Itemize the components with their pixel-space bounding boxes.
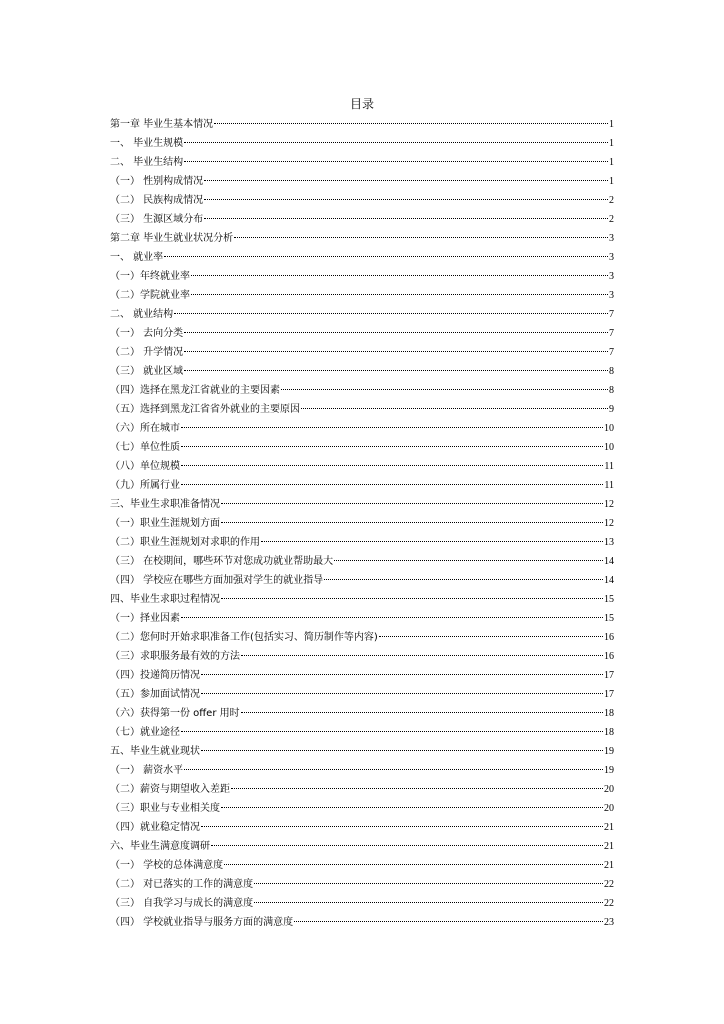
toc-entry[interactable] — [110, 495, 614, 514]
toc-entry[interactable] — [110, 191, 614, 210]
toc-entry-text: （二） 民族构成情况 — [110, 194, 204, 206]
toc-page-number: 11 — [604, 479, 614, 491]
toc-page-number: 3 — [609, 289, 614, 301]
toc-page-number: 1 — [609, 137, 614, 149]
toc-entry[interactable] — [110, 343, 614, 362]
toc-dot-leader — [221, 807, 603, 808]
toc-entry[interactable] — [110, 324, 614, 343]
toc-entry-text: （七）单位性质 — [110, 441, 180, 453]
toc-list — [110, 115, 614, 932]
toc-dot-leader — [181, 446, 603, 447]
toc-entry-text: （三） 生源区域分布 — [110, 213, 204, 225]
toc-entry-text: 一、 毕业生规模 — [110, 137, 184, 149]
toc-entry[interactable] — [110, 115, 614, 134]
toc-page-number: 10 — [604, 422, 614, 434]
toc-entry-text: （四） 学校就业指导与服务方面的满意度 — [110, 916, 294, 928]
toc-entry[interactable] — [110, 818, 614, 837]
toc-dot-leader — [174, 313, 608, 314]
toc-dot-leader — [334, 560, 603, 561]
toc-entry[interactable] — [110, 628, 614, 647]
toc-dot-leader — [191, 275, 608, 276]
toc-entry[interactable] — [110, 533, 614, 552]
toc-dot-leader — [181, 484, 603, 485]
toc-dot-leader — [181, 617, 603, 618]
toc-page-number: 7 — [609, 308, 614, 320]
toc-entry-text: （一） 性别构成情况 — [110, 175, 204, 187]
toc-dot-leader — [201, 674, 603, 675]
toc-entry[interactable] — [110, 476, 614, 495]
toc-dot-leader — [254, 902, 603, 903]
toc-page-number: 9 — [609, 403, 614, 415]
toc-dot-leader — [379, 636, 603, 637]
toc-entry-text: （三）求职服务最有效的方法 — [110, 650, 240, 662]
toc-entry[interactable] — [110, 153, 614, 172]
toc-page-number: 1 — [609, 118, 614, 130]
toc-dot-leader — [221, 503, 603, 504]
toc-dot-leader — [221, 598, 603, 599]
toc-entry-text: （一）年终就业率 — [110, 270, 190, 282]
toc-entry-text: （六）获得第一份 offer 用时 — [110, 707, 240, 719]
toc-entry-text: 五、毕业生就业现状 — [110, 745, 200, 757]
toc-page-number: 3 — [609, 270, 614, 282]
toc-dot-leader — [214, 123, 608, 124]
toc-page-number: 7 — [609, 327, 614, 339]
toc-dot-leader — [301, 408, 608, 409]
toc-page-number: 10 — [604, 441, 614, 453]
toc-dot-leader — [191, 294, 608, 295]
toc-dot-leader — [201, 826, 603, 827]
toc-entry[interactable] — [110, 457, 614, 476]
toc-dot-leader — [204, 180, 608, 181]
toc-dot-leader — [184, 161, 608, 162]
toc-entry-text: （一） 薪资水平 — [110, 764, 184, 776]
toc-dot-leader — [261, 541, 603, 542]
toc-entry[interactable] — [110, 438, 614, 457]
toc-entry[interactable] — [110, 799, 614, 818]
toc-entry[interactable] — [110, 685, 614, 704]
toc-entry-text: （五）参加面试情况 — [110, 688, 200, 700]
toc-entry-text: （四）就业稳定情况 — [110, 821, 200, 833]
toc-entry-text: （五）选择到黑龙江省省外就业的主要原因 — [110, 403, 300, 415]
toc-dot-leader — [324, 579, 603, 580]
toc-page-number: 13 — [604, 536, 614, 548]
toc-dot-leader — [184, 351, 608, 352]
toc-page-number: 17 — [604, 669, 614, 681]
toc-dot-leader — [281, 389, 608, 390]
toc-dot-leader — [181, 465, 603, 466]
toc-page-number: 19 — [604, 745, 614, 757]
toc-entry[interactable] — [110, 400, 614, 419]
toc-entry[interactable] — [110, 761, 614, 780]
toc-entry-text: （八）单位规模 — [110, 460, 180, 472]
toc-page-number: 12 — [604, 517, 614, 529]
toc-dot-leader — [184, 370, 608, 371]
toc-entry[interactable] — [110, 552, 614, 571]
toc-page-number: 21 — [604, 821, 614, 833]
toc-entry-text: （七）就业途径 — [110, 726, 180, 738]
toc-page-number: 17 — [604, 688, 614, 700]
toc-entry[interactable] — [110, 894, 614, 913]
toc-page-number: 22 — [604, 878, 614, 890]
toc-entry[interactable] — [110, 362, 614, 381]
toc-entry-text: （一）职业生涯规划方面 — [110, 517, 220, 529]
toc-entry-text: （三） 就业区域 — [110, 365, 184, 377]
toc-entry-text: （四）投递简历情况 — [110, 669, 200, 681]
toc-entry[interactable] — [110, 590, 614, 609]
toc-dot-leader — [201, 693, 603, 694]
toc-dot-leader — [184, 332, 608, 333]
toc-dot-leader — [204, 218, 608, 219]
toc-entry[interactable] — [110, 305, 614, 324]
toc-dot-leader — [184, 142, 608, 143]
toc-dot-leader — [184, 769, 603, 770]
toc-page-number: 19 — [604, 764, 614, 776]
toc-entry-text: （二）薪资与期望收入差距 — [110, 783, 230, 795]
toc-entry-text: （六）所在城市 — [110, 422, 180, 434]
toc-entry-text: （四）选择在黑龙江省就业的主要因素 — [110, 384, 280, 396]
toc-page-number: 20 — [604, 783, 614, 795]
toc-page-number: 14 — [604, 574, 614, 586]
toc-entry[interactable] — [110, 134, 614, 153]
toc-entry[interactable] — [110, 210, 614, 229]
toc-entry-text: （三） 在校期间，哪些环节对您成功就业帮助最大 — [110, 555, 334, 567]
toc-entry[interactable] — [110, 647, 614, 666]
toc-page-number: 15 — [604, 612, 614, 624]
toc-entry[interactable] — [110, 704, 614, 723]
toc-page-number: 1 — [609, 156, 614, 168]
toc-dot-leader — [164, 256, 608, 257]
toc-entry[interactable] — [110, 856, 614, 875]
toc-page-number: 3 — [609, 232, 614, 244]
toc-page-number: 12 — [604, 498, 614, 510]
toc-page-number: 18 — [604, 726, 614, 738]
toc-entry-text: 四、毕业生求职过程情况 — [110, 593, 220, 605]
toc-entry[interactable] — [110, 742, 614, 761]
toc-entry[interactable] — [110, 248, 614, 267]
toc-page-number: 2 — [609, 213, 614, 225]
toc-entry[interactable] — [110, 571, 614, 590]
toc-page-number: 14 — [604, 555, 614, 567]
toc-entry-text: （三）职业与专业相关度 — [110, 802, 220, 814]
toc-dot-leader — [231, 788, 603, 789]
toc-entry[interactable] — [110, 286, 614, 305]
toc-page-number: 21 — [604, 859, 614, 871]
toc-entry-text: 第二章 毕业生就业状况分析 — [110, 232, 234, 244]
toc-entry[interactable] — [110, 609, 614, 628]
toc-dot-leader — [224, 864, 603, 865]
toc-dot-leader — [254, 883, 603, 884]
toc-entry[interactable] — [110, 913, 614, 932]
toc-entry-text: 一、 就业率 — [110, 251, 164, 263]
toc-dot-leader — [221, 522, 603, 523]
toc-page-number: 22 — [604, 897, 614, 909]
toc-entry[interactable] — [110, 875, 614, 894]
toc-page-number: 2 — [609, 194, 614, 206]
toc-entry-text: （四） 学校应在哪些方面加强对学生的就业指导 — [110, 574, 324, 586]
toc-title: 目录 — [349, 97, 374, 111]
toc-dot-leader — [211, 845, 603, 846]
toc-page-number: 1 — [609, 175, 614, 187]
toc-page-number: 21 — [604, 840, 614, 852]
toc-entry[interactable] — [110, 419, 614, 438]
toc-entry-text: （一）择业因素 — [110, 612, 180, 624]
toc-entry-text: （九）所属行业 — [110, 479, 180, 491]
toc-entry[interactable] — [110, 267, 614, 286]
toc-dot-leader — [201, 750, 603, 751]
toc-dot-leader — [181, 731, 603, 732]
toc-entry-text: （二） 对已落实的工作的满意度 — [110, 878, 254, 890]
toc-page-number: 20 — [604, 802, 614, 814]
toc-entry[interactable] — [110, 172, 614, 191]
toc-entry[interactable] — [110, 780, 614, 799]
toc-page-number: 15 — [604, 593, 614, 605]
toc-entry[interactable] — [110, 229, 614, 248]
toc-entry-text: 六、毕业生满意度调研 — [110, 840, 210, 852]
toc-entry-text: 二、 就业结构 — [110, 308, 174, 320]
toc-entry-text: 三、毕业生求职准备情况 — [110, 498, 220, 510]
toc-page-number: 7 — [609, 346, 614, 358]
toc-entry[interactable] — [110, 514, 614, 533]
toc-dot-leader — [234, 237, 608, 238]
toc-entry[interactable] — [110, 837, 614, 856]
toc-entry-text: （二）学院就业率 — [110, 289, 190, 301]
toc-dot-leader — [241, 712, 603, 713]
toc-entry-text: （二）职业生涯规划对求职的作用 — [110, 536, 260, 548]
toc-entry-text: （二）您何时开始求职准备工作(包括实习、简历制作等内容) — [110, 631, 378, 643]
toc-page-number: 8 — [609, 365, 614, 377]
toc-entry-text: 第一章 毕业生基本情况 — [110, 118, 214, 130]
toc-dot-leader — [294, 921, 603, 922]
toc-entry-text: （一） 去向分类 — [110, 327, 184, 339]
toc-dot-leader — [181, 427, 603, 428]
toc-page-number: 11 — [604, 460, 614, 472]
toc-entry-text: （二） 升学情况 — [110, 346, 184, 358]
toc-page-number: 3 — [609, 251, 614, 263]
toc-page-number: 23 — [604, 916, 614, 928]
toc-entry[interactable] — [110, 723, 614, 742]
toc-dot-leader — [241, 655, 603, 656]
toc-page-number: 16 — [604, 631, 614, 643]
toc-dot-leader — [204, 199, 608, 200]
toc-entry[interactable] — [110, 381, 614, 400]
toc-page-number: 8 — [609, 384, 614, 396]
toc-page-number: 16 — [604, 650, 614, 662]
toc-entry-text: （三） 自我学习与成长的满意度 — [110, 897, 254, 909]
toc-entry[interactable] — [110, 666, 614, 685]
toc-page-number: 18 — [604, 707, 614, 719]
toc-entry-text: （一） 学校的总体满意度 — [110, 859, 224, 871]
toc-entry-text: 二、 毕业生结构 — [110, 156, 184, 168]
